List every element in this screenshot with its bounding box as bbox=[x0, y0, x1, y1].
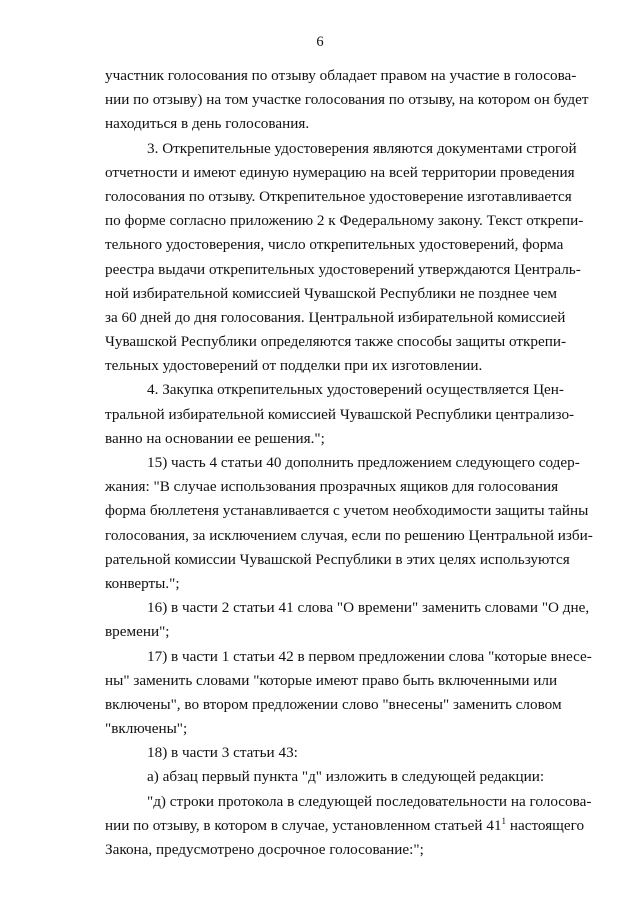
text-line: тральной избирательной комиссией Чувашской Республики централизо- bbox=[105, 405, 575, 423]
text-line: голосования, за исключением случая, если по решению Центральной изби- bbox=[105, 526, 593, 544]
text-segment: нии по отзыву, в котором в случае, установленном статьей 41 bbox=[105, 816, 502, 834]
text-line: нии по отзыву) на том участке голосования по отзыву, на котором он будет bbox=[105, 91, 589, 109]
text-line: 16) в части 2 статьи 41 слова "О времени" заменить словами "О дне, bbox=[147, 599, 590, 617]
text-line: рательной комиссии Чувашской Республики в этих целях используются bbox=[105, 550, 570, 568]
text-line: 18) в части 3 статьи 43: bbox=[147, 744, 298, 762]
text-line: жания: "В случае использования прозрачных ящиков для голосования bbox=[105, 478, 559, 496]
text-line: Чувашской Республики определяются также способы защиты открепи- bbox=[105, 333, 567, 351]
text-line: конверты."; bbox=[105, 574, 180, 592]
text-line: 4. Закупка открепительных удостоверений осуществляется Цен- bbox=[147, 381, 564, 399]
text-line: "д) строки протокола в следующей последовательности на голосова- bbox=[147, 792, 592, 810]
document-body bbox=[105, 64, 593, 862]
text-line: 15) часть 4 статьи 40 дополнить предложением следующего содер- bbox=[147, 454, 580, 471]
text-line: отчетности и имеют единую нумерацию на всей территории проведения bbox=[105, 163, 575, 181]
text-line: за 60 дней до дня голосования. Центральной избирательной комиссией bbox=[105, 308, 566, 326]
page-number: 6 bbox=[316, 34, 324, 50]
text-line: реестра выдачи открепительных удостоверений утверждаются Централь- bbox=[105, 260, 581, 278]
text-line: времени"; bbox=[105, 623, 170, 641]
text-line: включены", во втором предложении слово "внесены" заменить словом bbox=[105, 695, 562, 713]
text-line: ванно на основании ее решения."; bbox=[105, 429, 325, 447]
text-line: тельных удостоверений от подделки при их изготовлении. bbox=[105, 357, 483, 375]
text-line: 17) в части 1 статьи 42 в первом предложении слова "которые внесе- bbox=[147, 647, 592, 665]
text-line: 3. Открепительные удостоверения являются документами строгой bbox=[147, 139, 577, 157]
text-line: голосования по отзыву. Открепительное удостоверение изготавливается bbox=[105, 187, 572, 205]
text-line: по форме согласно приложению 2 к Федеральному закону. Текст открепи- bbox=[105, 212, 584, 230]
text-line: тельного удостоверения, число открепительных удостоверений, форма bbox=[105, 236, 564, 254]
superscript: 1 bbox=[501, 815, 507, 826]
text-line bbox=[105, 814, 585, 838]
text-line: "включены"; bbox=[105, 720, 188, 738]
text-line: а) абзац первый пункта "д" изложить в следующей редакции: bbox=[147, 768, 545, 786]
text-line: форма бюллетеня устанавливается с учетом необходимости защиты тайны bbox=[105, 502, 589, 520]
text-line: Закона, предусмотрено досрочное голосование:"; bbox=[105, 841, 424, 858]
text-line: находиться в день голосования. bbox=[105, 115, 310, 133]
text-line: участник голосования по отзыву обладает правом на участие в голосова- bbox=[105, 67, 577, 84]
text-line: ной избирательной комиссией Чувашской Республики не позднее чем bbox=[105, 284, 557, 302]
text-segment: настоящего bbox=[506, 816, 585, 834]
text-line: ны" заменить словами "которые имеют право быть включенными или bbox=[105, 671, 558, 689]
